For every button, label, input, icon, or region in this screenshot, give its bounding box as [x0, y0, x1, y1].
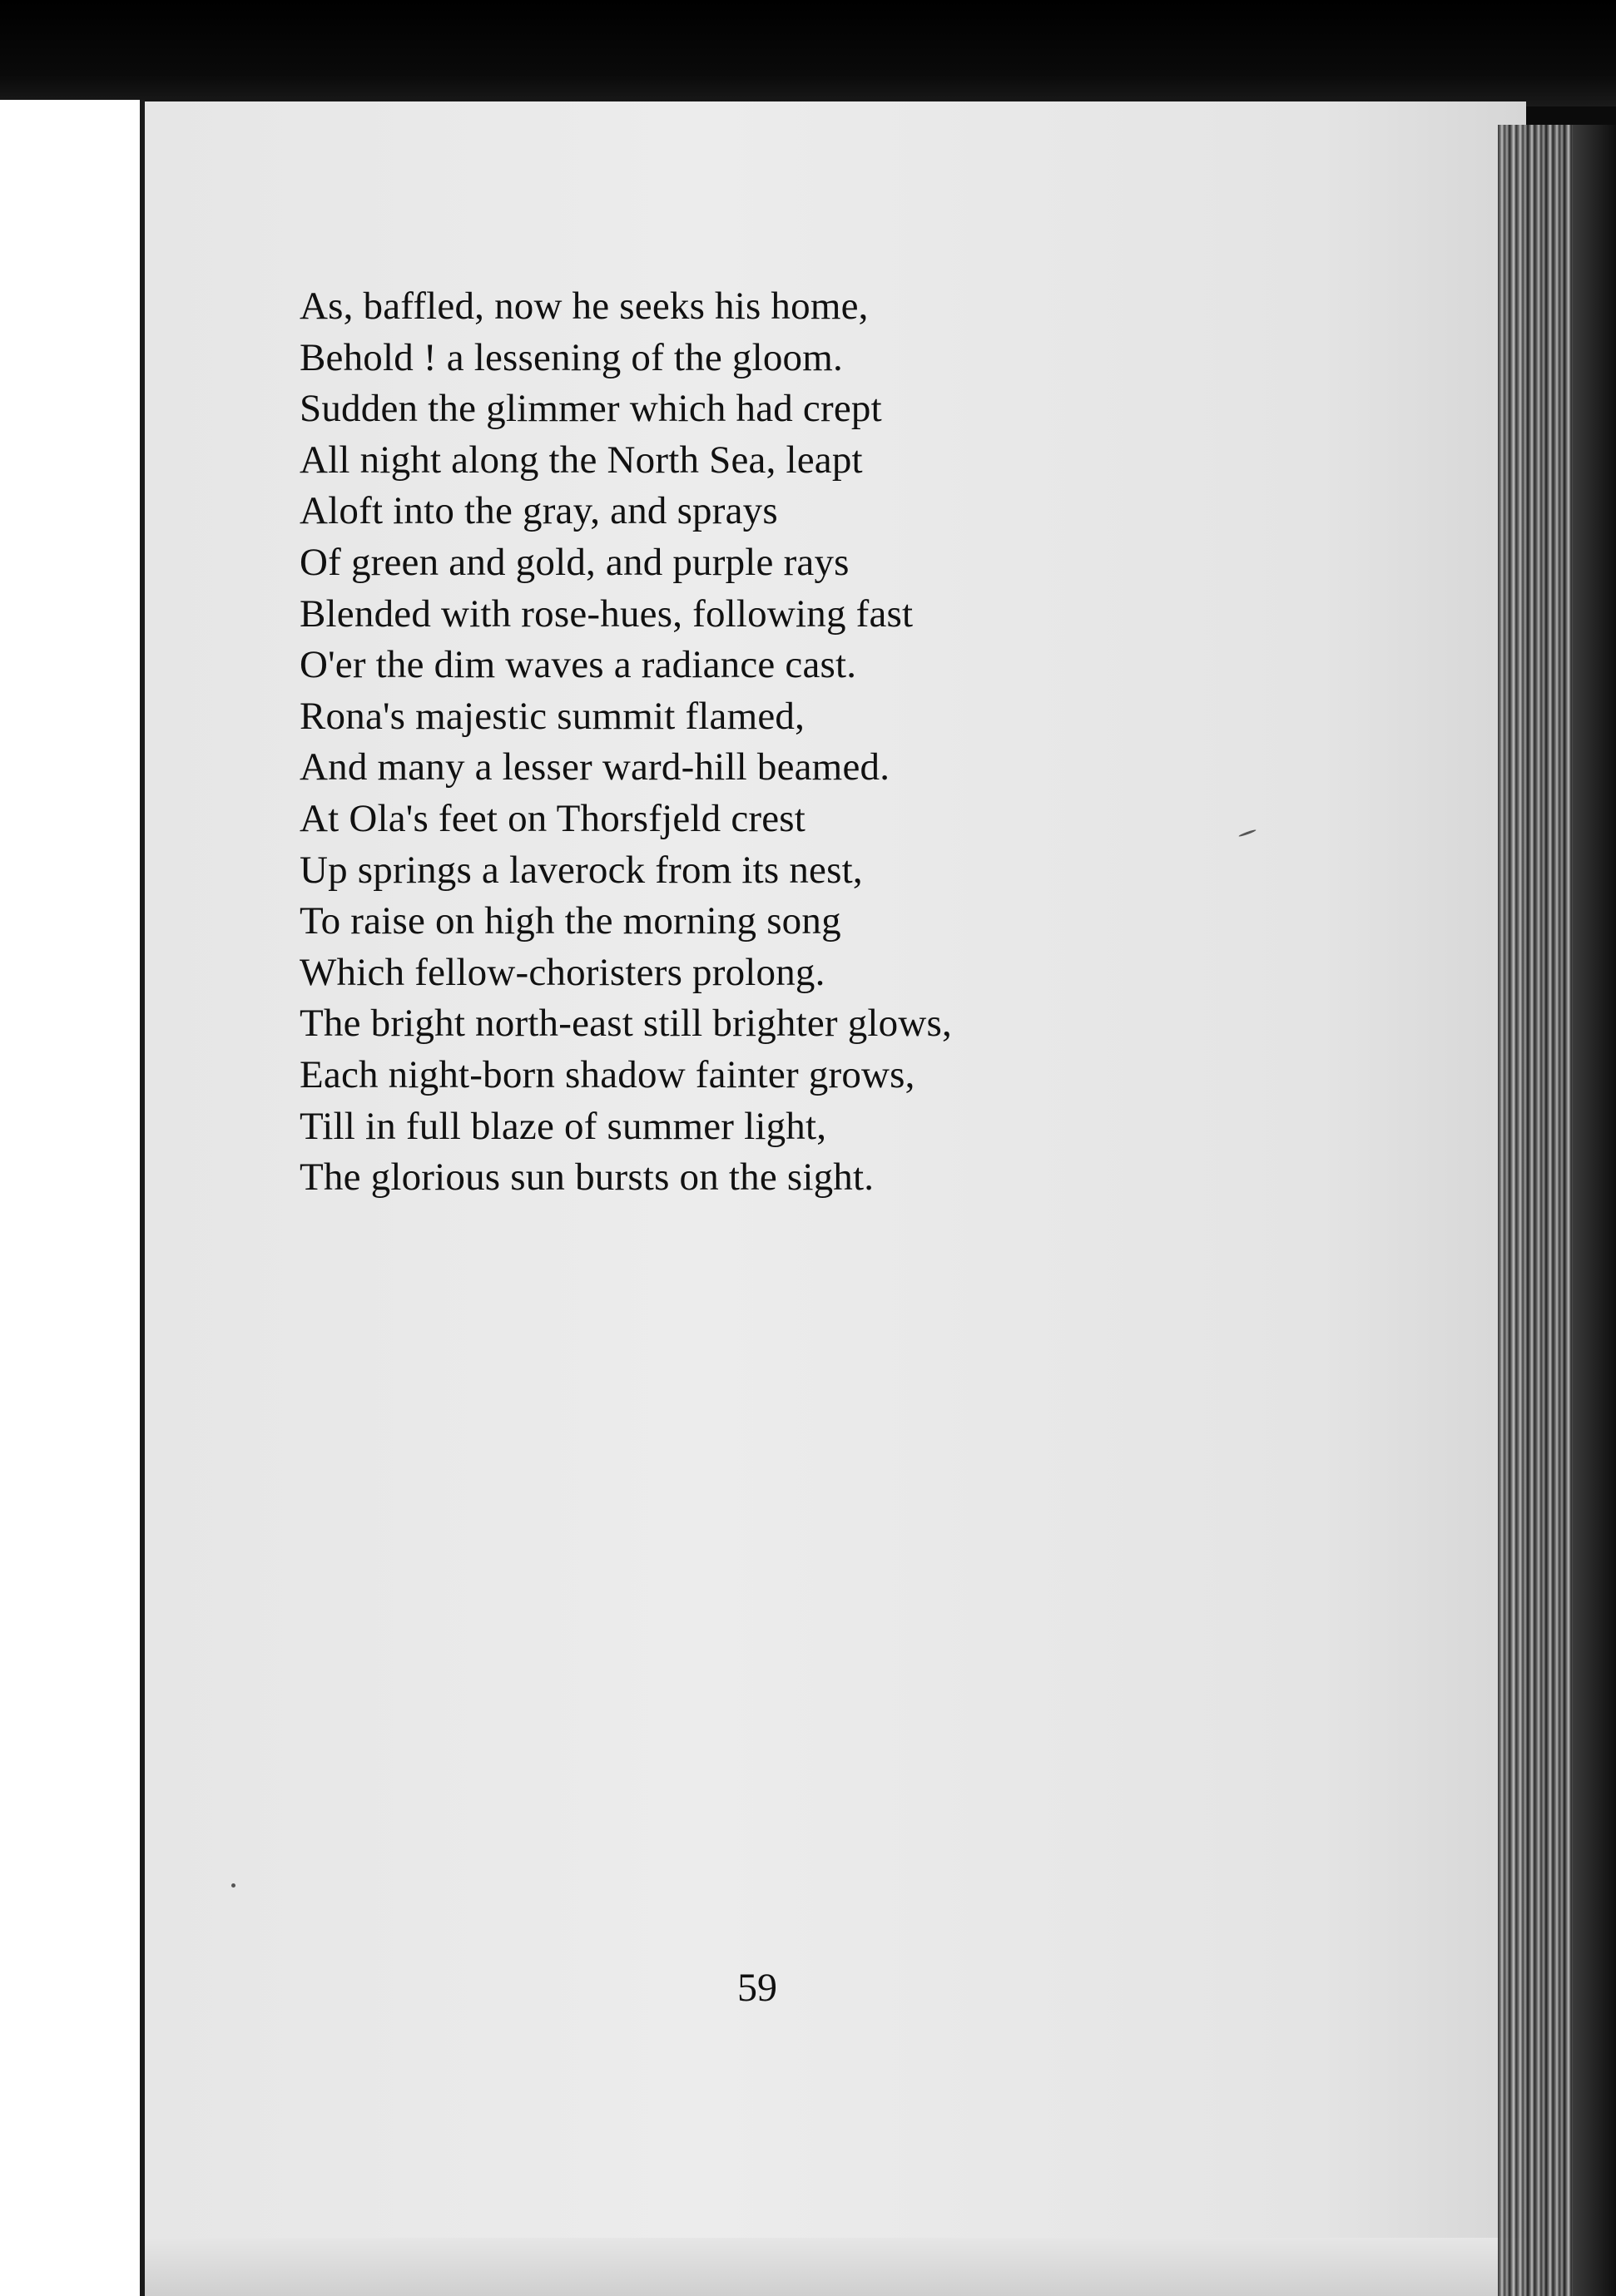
poem-line: Up springs a laverock from its nest,	[300, 848, 863, 892]
poem-line: And many a lesser ward-hill beamed.	[300, 745, 890, 789]
poem-line: Behold ! a lessening of the gloom.	[300, 335, 843, 379]
scan-speck	[231, 1883, 235, 1888]
poem-line: Blended with rose-hues, following fast	[300, 591, 914, 636]
poem-line: As, baffled, now he seeks his home,	[300, 285, 869, 328]
poem-line: The glorious sun bursts on the sight.	[300, 1155, 875, 1200]
page-bottom-edge	[145, 2238, 1526, 2296]
poem-text	[300, 281, 952, 1204]
poem-line: At Ola's feet on Thorsfjeld crest	[300, 796, 806, 840]
poem-line: Of green and gold, and purple rays	[300, 540, 850, 584]
scan-top-border	[0, 0, 1616, 106]
poem-line: Aloft into the gray, and sprays	[300, 489, 778, 533]
poem-line: Sudden the glimmer which had crept	[300, 387, 882, 431]
left-margin-strip	[0, 100, 143, 2296]
poem-line: The bright north-east still brighter glows,	[300, 1002, 952, 1046]
poem-line: Which fellow-choristers prolong.	[300, 950, 825, 994]
poem-line: Till in full blaze of summer light,	[300, 1104, 827, 1148]
poem-line: To raise on high the morning song	[300, 899, 841, 943]
poem-line: O'er the dim waves a radiance cast.	[300, 643, 857, 687]
book-cover-edge	[1573, 125, 1616, 2296]
page-number: 59	[737, 1966, 777, 2010]
poem-line: All night along the North Sea, leapt	[300, 438, 863, 482]
poem-line: Rona's majestic summit flamed,	[300, 694, 806, 738]
poem-line: Each night-born shadow fainter grows,	[300, 1052, 915, 1096]
